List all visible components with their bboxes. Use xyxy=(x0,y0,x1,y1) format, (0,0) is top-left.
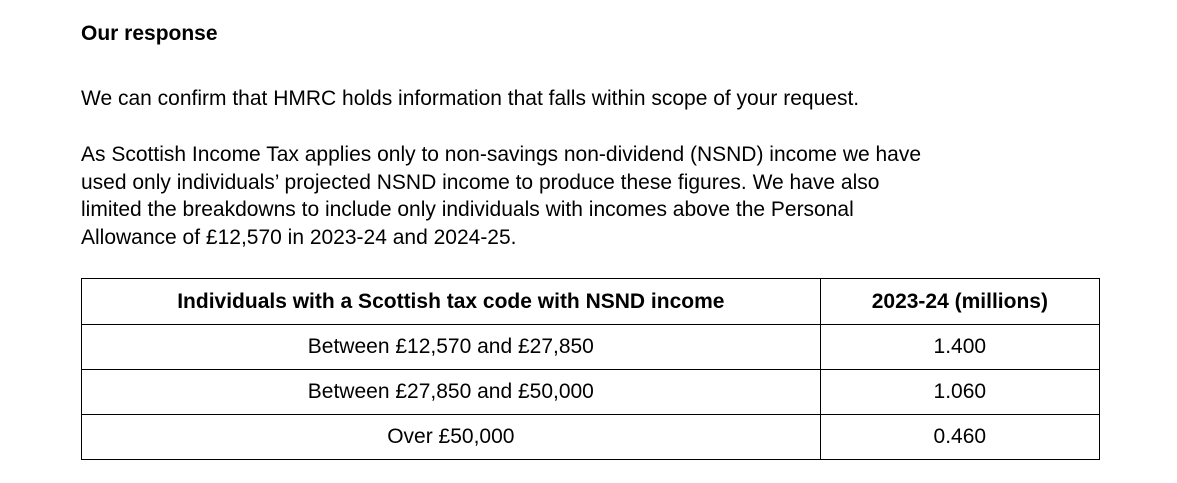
income-band-cell: Over £50,000 xyxy=(82,415,821,460)
explanation-paragraph xyxy=(81,141,1091,251)
value-cell: 1.400 xyxy=(820,325,1099,370)
explanation-line: As Scottish Income Tax applies only to non-savings non-dividend (NSND) income we have xyxy=(81,143,922,166)
income-breakdown-table xyxy=(81,278,1100,460)
explanation-line: Allowance of £12,570 in 2023-24 and 2024-25. xyxy=(81,225,517,249)
header-2023-24: 2023-24 (millions) xyxy=(820,279,1099,325)
table-row xyxy=(82,325,1100,370)
explanation-line: used only individuals’ projected NSND income to produce these figures. We have also xyxy=(81,170,880,194)
income-band-cell: Between £12,570 and £27,850 xyxy=(82,325,821,370)
table-row xyxy=(82,370,1100,415)
income-band-cell: Between £27,850 and £50,000 xyxy=(82,370,821,415)
confirmation-paragraph: We can confirm that HMRC holds information that falls within scope of your request. xyxy=(81,87,860,110)
section-heading: Our response xyxy=(81,22,218,45)
header-income-band: Individuals with a Scottish tax code with NSND income xyxy=(82,279,821,325)
value-cell: 0.460 xyxy=(820,415,1099,460)
table-header-row xyxy=(82,279,1100,325)
table-row xyxy=(82,415,1100,460)
value-cell: 1.060 xyxy=(820,370,1099,415)
explanation-line: limited the breakdowns to include only individuals with incomes above the Personal xyxy=(81,198,854,221)
